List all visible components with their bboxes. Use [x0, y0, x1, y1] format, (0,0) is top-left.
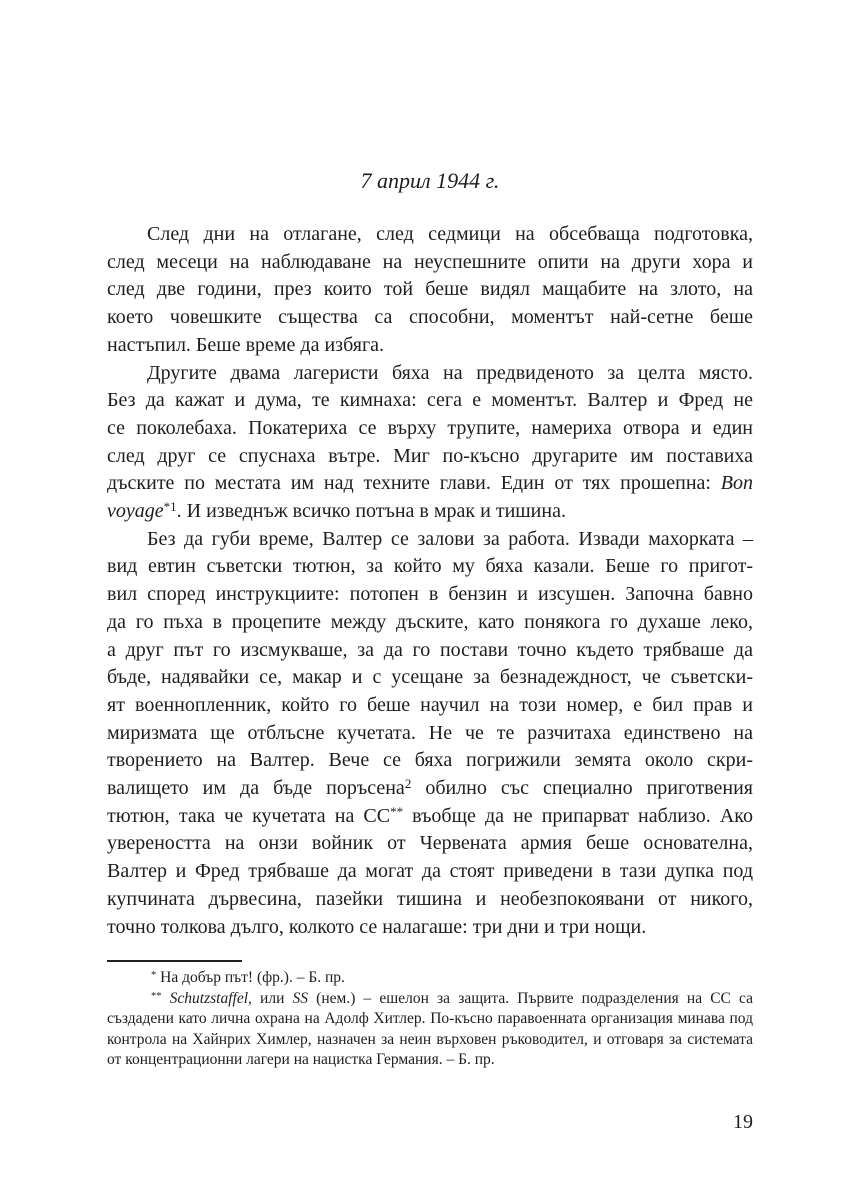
text-line: [107, 387, 753, 415]
text-line: [107, 692, 753, 720]
text-segment: След дни на отлагане, след седмици на обсебваща подготовка,: [147, 223, 753, 245]
text-segment: Без да кажат и дума, те кимнаха: сега е моментът. Валтер и Фред не: [107, 389, 753, 412]
text-line: [107, 858, 753, 886]
text-segment: voyage: [107, 500, 164, 523]
text-line: [107, 803, 753, 831]
body-text: [107, 221, 753, 941]
text-segment: валището им да бъде поръсена: [107, 777, 405, 800]
text-line: [107, 720, 753, 748]
footnote: [107, 968, 753, 989]
text-segment: настъпил. Беше време да избяга.: [107, 333, 385, 356]
text-line: [107, 276, 753, 304]
text-segment: Валтер и Фред трябваше да могат да стоят приведени в тази дупка под: [107, 860, 753, 883]
text-segment: въобще да не припарват наблизо. Ако: [403, 804, 753, 827]
text-segment: [162, 990, 170, 1007]
footnote-separator: [107, 960, 242, 962]
text-segment: след месеци на наблюдаване на неуспешните опити на други хора и: [107, 250, 753, 273]
footnote-marker-superscript: *1: [163, 499, 177, 515]
text-line: [107, 221, 753, 249]
text-segment: точно толкова дълго, колкото се налагаше: три дни и три нощи.: [107, 915, 647, 938]
text-line: [107, 914, 753, 942]
text-line: [107, 526, 753, 554]
text-segment: след две години, през които той беше видял мащабите на злото, на: [107, 278, 753, 301]
text-segment: след друг се спуснаха вътре. Миг по-късно другарите им поставиха: [107, 444, 753, 467]
footnote-marker-superscript: **: [151, 990, 162, 1002]
text-segment: Schutzstaffel,: [169, 989, 252, 1007]
chapter-date-heading: 7 април 1944 г.: [360, 168, 500, 193]
text-segment: се поколебаха. Покатериха се върху трупите, намериха отвора и един: [107, 416, 753, 439]
text-segment: обилно със специално приготвения: [411, 777, 753, 800]
text-segment: (нем.) – ешелон за защита. Първите подразделения на СС са създадени като лична охрана на Адолф Хитлер. По-късно паравоенната организация минава под контрола на Хайнрих Химлер, назначен за неин върховен ръководител, и отговаря за системата от концентрационни лагери на нацистка Германия. – Б. пр.: [107, 989, 753, 1069]
text-line: [107, 830, 753, 858]
text-line: [107, 747, 753, 775]
text-line: [107, 775, 753, 803]
paragraph: [107, 360, 753, 526]
page-number: 19: [733, 1111, 753, 1133]
text-segment: а друг път го изсмукваше, за да го постави точно където трябваше да: [107, 638, 753, 661]
paragraph: [107, 526, 753, 942]
text-line: [107, 332, 753, 360]
footnote-marker-superscript: 2: [404, 776, 412, 792]
footnote: [107, 989, 753, 1071]
footnotes: [107, 968, 753, 1071]
text-segment: . И изведнъж всичко потъна в мрак и тишина.: [176, 500, 566, 523]
text-segment: миризмата ще отблъсне кучетата. Не че те разчитаха единствено на: [107, 721, 753, 744]
text-segment: вил според инструкциите: потопен в бензин и изсушен. Започна бавно: [107, 583, 753, 606]
text-segment: тютюн, така че кучетата на СС: [107, 804, 391, 827]
text-line: [107, 304, 753, 332]
text-line: [107, 498, 753, 526]
footnote-marker-superscript: **: [390, 803, 404, 819]
text-segment: На добър път! (фр.). – Б. пр.: [156, 969, 345, 986]
text-segment: купчината дървесина, пазейки тишина и необезпокоявани от никого,: [107, 887, 753, 910]
text-segment: вид евтин съветски тютюн, за който му бяха казали. Беше го пригот-: [107, 555, 753, 578]
text-segment: бъде, надявайки се, макар и с усещане за безнадеждност, че съветски-: [107, 666, 753, 689]
text-segment: което човешките същества са способни, моментът най-сетне беше: [107, 306, 753, 329]
text-line: [107, 360, 753, 388]
text-segment: да го пъха в процепите между дъските, като понякога го духаше леко,: [107, 610, 753, 633]
text-line: [107, 443, 753, 471]
text-line: [107, 886, 753, 914]
text-line: [107, 470, 753, 498]
text-line: [107, 664, 753, 692]
text-line: [107, 637, 753, 665]
text-segment: ят военнопленник, който го беше научил на този номер, е бил прав и: [107, 693, 753, 716]
text-segment: увереността на онзи войник от Червената армия беше основателна,: [107, 832, 753, 855]
text-line: [107, 415, 753, 443]
paragraph: [107, 221, 753, 360]
text-line: [107, 581, 753, 609]
text-segment: творението на Валтер. Вече се бяха погрижили земята около скри-: [107, 749, 753, 772]
text-line: [107, 609, 753, 637]
text-line: [107, 553, 753, 581]
text-segment: Bon: [720, 472, 753, 495]
text-segment: SS: [292, 989, 309, 1007]
text-line: [107, 249, 753, 277]
text-segment: или: [251, 989, 293, 1007]
text-segment: Другите двама лагеристи бяха на предвиденото за целта място.: [147, 361, 753, 384]
text-segment: Без да губи време, Валтер се залови за работа. Извади махорката –: [147, 527, 753, 550]
footnote-marker-superscript: *: [151, 970, 157, 981]
text-segment: дъските по местата им над техните глави. Един от тях прошепна:: [107, 472, 721, 495]
